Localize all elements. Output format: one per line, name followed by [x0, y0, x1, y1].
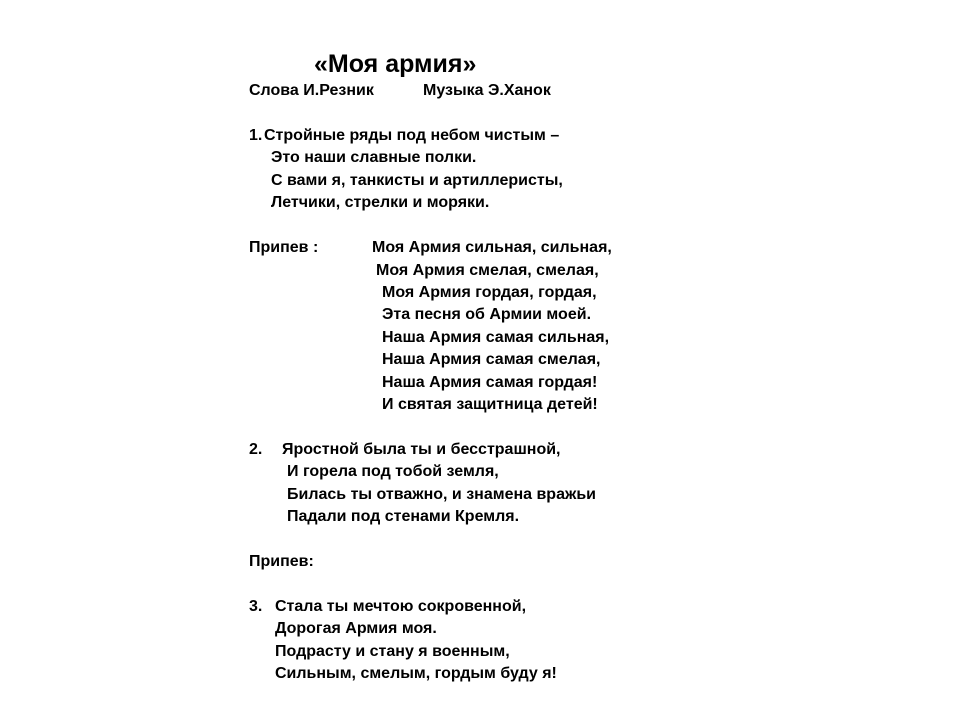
chorus-line-6: Наша Армия самая смелая, — [382, 351, 601, 368]
verse2-line-1: Яростной была ты и бесстрашной, — [282, 441, 561, 458]
chorus-line-3: Моя Армия гордая, гордая, — [382, 284, 597, 301]
chorus-line-2: Моя Армия смелая, смелая, — [376, 262, 599, 279]
verse1-line-3: С вами я, танкисты и артиллеристы, — [271, 172, 563, 189]
verse1-number: 1. — [249, 127, 263, 144]
verse2-line-3: Билась ты отважно, и знамена вражьи — [287, 486, 596, 503]
chorus-line-7: Наша Армия самая гордая! — [382, 374, 598, 391]
verse1-line-1: Стройные ряды под небом чистым – — [264, 127, 560, 144]
chorus-line-1: Моя Армия сильная, сильная, — [372, 239, 612, 256]
verse3-line-1: Стала ты мечтою сокровенной, — [275, 598, 527, 615]
verse3-line-3: Подрасту и стану я военным, — [275, 643, 510, 660]
verse3-line-4: Сильным, смелым, гордым буду я! — [275, 665, 557, 682]
chorus-label: Припев : — [249, 239, 319, 256]
verse2-number: 2. — [249, 441, 263, 458]
credits-music: Музыка Э.Ханок — [423, 82, 551, 99]
chorus-line-4: Эта песня об Армии моей. — [382, 306, 592, 323]
chorus-repeat-label: Припев: — [249, 553, 314, 570]
verse2-line-2: И горела под тобой земля, — [287, 463, 499, 480]
verse3-number: 3. — [249, 598, 263, 615]
song-title: «Моя армия» — [314, 50, 477, 78]
chorus-line-8: И святая защитница детей! — [382, 396, 598, 413]
chorus-line-5: Наша Армия самая сильная, — [382, 329, 610, 346]
credits-words: Слова И.Резник — [249, 82, 374, 99]
verse2-line-4: Падали под стенами Кремля. — [287, 508, 520, 525]
verse1-line-4: Летчики, стрелки и моряки. — [271, 194, 490, 211]
verse1-line-2: Это наши славные полки. — [271, 149, 477, 166]
verse3-line-2: Дорогая Армия моя. — [275, 620, 437, 637]
